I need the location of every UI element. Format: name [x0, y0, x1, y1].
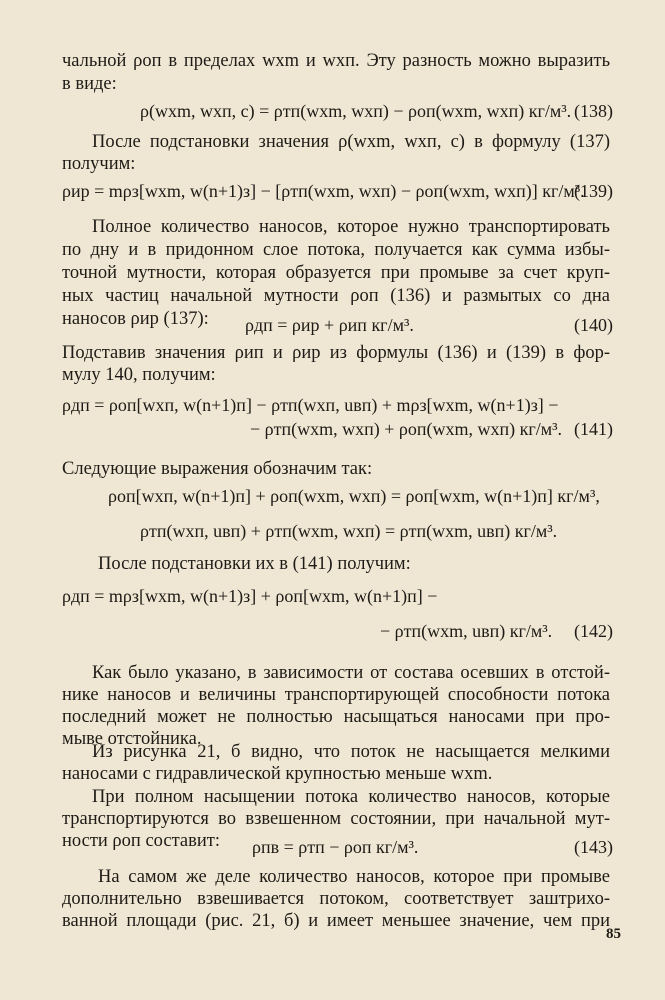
equation-142-line2: − ρтп(wxm, uвп) кг/м³.: [380, 621, 553, 641]
equation-number: (143): [574, 837, 613, 857]
equation-number: (141): [574, 419, 613, 439]
text-line: транспортируются во взвешенном состоянии, при начальной мут-: [62, 809, 610, 829]
text-line: получим:: [62, 154, 136, 174]
text-line: Как было указано, в зависимости от состава осевших в отстой-: [92, 663, 610, 683]
text-line: по дну и в придонном слое потока, получается как сумма избы-: [62, 240, 610, 260]
text-line: последний может не полностью насыщаться наносами при про-: [62, 707, 610, 727]
equation-number: (138): [574, 101, 613, 121]
equation-number: (142): [574, 621, 613, 641]
equation-139: ρир = mρз[wxm, w(n+1)з] − [ρтп(wxm, wxп) − ρоп(wxm, wxп)] кг/м³.: [62, 181, 585, 201]
equation-141-definition-2: ρтп(wxп, uвп) + ρтп(wxm, wxп) = ρтп(wxm, uвп) кг/м³.: [140, 521, 558, 541]
text-line: Из рисунка 21, б видно, что поток не насыщается мелкими: [92, 742, 610, 762]
equation-142-line1: ρдп = mρз[wxm, w(n+1)з] + ρоп[wxm, w(n+1)п] −: [62, 586, 438, 606]
text-line: наносами с гидравлической крупностью меньше wxm.: [62, 764, 493, 784]
text-line: Подставив значения ρип и ρир из формулы (136) и (139) в фор-: [62, 343, 610, 363]
text-line: Следующие выражения обозначим так:: [62, 459, 373, 479]
equation-141-definition-1: ρоп[wxп, w(n+1)п] + ρоп(wxm, wxп) = ρоп[wxm, w(n+1)п] кг/м³,: [108, 486, 600, 506]
text-line: ности ρоп составит:: [62, 831, 220, 851]
text-line: дополнительно взвешивается потоком, соответствует заштрихо-: [62, 889, 610, 909]
text-line: нике наносов и величины транспортирующей способности потока: [62, 685, 610, 705]
text-line: мулу 140, получим:: [62, 365, 216, 385]
text-line: ных частиц начальной мутности ρоп (136) и размытых со дна: [62, 286, 610, 306]
equation-141-line1: ρдп = ρоп[wxп, w(n+1)п] − ρтп(wxп, uвп) + mρз[wxm, w(n+1)з] −: [62, 395, 559, 415]
equation-number: (140): [574, 315, 613, 335]
text-line: ванной площади (рис. 21, б) и имеет меньшее значение, чем при: [62, 911, 610, 931]
equation-143: ρпв = ρтп − ρоп кг/м³.: [252, 837, 419, 857]
equation-140: ρдп = ρир + ρип кг/м³.: [245, 315, 414, 335]
text-line: Полное количество наносов, которое нужно транспортировать: [92, 217, 610, 237]
page-number: 85: [606, 926, 621, 942]
text-line: точной мутности, которая образуется при промыве за счет круп-: [62, 263, 610, 283]
text-line: После подстановки их в (141) получим:: [98, 554, 411, 574]
text-line: мыве отстойника.: [62, 729, 202, 749]
equation-number: (139): [574, 181, 613, 201]
text-line: После подстановки значения ρ(wxm, wxп, c) в формулу (137): [92, 132, 610, 152]
text-line: На самом же деле количество наносов, которое при промыве: [98, 867, 610, 887]
text-line: в виде:: [62, 74, 117, 94]
text-line: наносов ρир (137):: [62, 309, 209, 329]
text-line: чальной ρоп в пределах wxm и wxп. Эту разность можно выразить: [62, 51, 610, 71]
text-line: При полном насыщении потока количество наносов, которые: [92, 787, 610, 807]
equation-138: ρ(wxm, wxп, c) = ρтп(wxm, wxп) − ρоп(wxm, wxп) кг/м³.: [140, 101, 572, 121]
equation-141-line2: − ρтп(wxm, wxп) + ρоп(wxm, wxп) кг/м³.: [250, 419, 563, 439]
